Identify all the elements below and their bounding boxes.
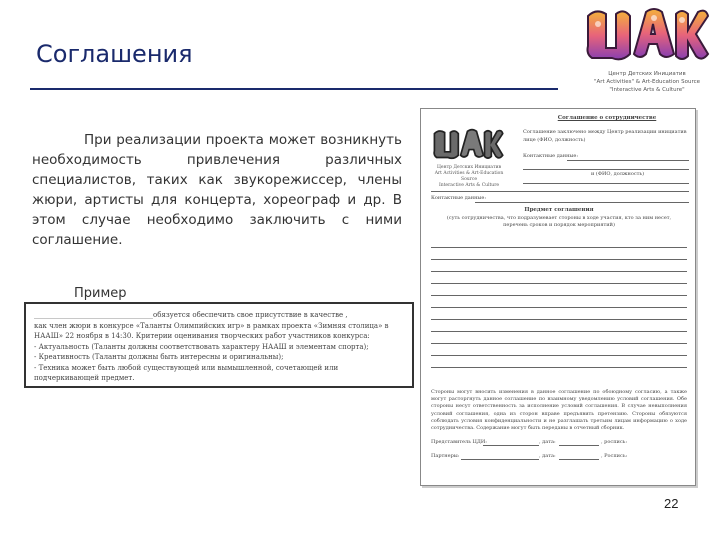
doc-rule (431, 259, 687, 260)
doc-subject-hint: перечень сроков и порядок мероприятий) (503, 222, 615, 228)
doc-rule (461, 459, 539, 460)
example-excerpt-box (24, 302, 414, 388)
doc-rule (523, 169, 689, 170)
title-underline (30, 88, 558, 90)
logo-caption-line: "Interactive Arts & Culture" (609, 87, 685, 93)
doc-logo-caption (429, 165, 509, 189)
graffiti-logo (582, 4, 712, 68)
doc-logo-caption-line: Interactive Arts & Culture (438, 183, 500, 188)
doc-rule (431, 343, 687, 344)
doc-closing-paragraph: Стороны могут вносить изменения в данное соглашение по обоюдному согласию, а также могут расторгнуть данное соглашение по взаимному уведомлению условий соглашения. Обе стороны несут ответственность за исполнение условий соглашения. В случае невыполнения условий соглашения, одна из сторон вправе предъявить претензию. Стороны обязуются соблюдать условия конфиденциальности и не разглашать третьим лицам информацию о ходе сотрудничества. Содержание могут быть переданы в отчетный сборник. (431, 389, 687, 432)
doc-rule (431, 307, 687, 308)
doc-party-line: лице (ФИО, должность) (523, 137, 586, 143)
doc-rule (431, 247, 687, 248)
doc-rule (431, 355, 687, 356)
example-label: Пример (74, 286, 127, 301)
page-number: 22 (664, 496, 679, 511)
doc-sign-representative: Представитель ЦДИ: (431, 439, 487, 445)
doc-subject-hint: (суть сотрудничества, что подразумевает стороны в ходе участия, кто за ним несет, (446, 215, 672, 221)
doc-subject-title: Предмет соглашения (524, 207, 594, 213)
doc-rule (431, 283, 687, 284)
excerpt-line: как член жюри в конкурсе «Таланты Олимпийских игр» в рамках проекта «Зимняя столица» в (34, 321, 389, 330)
doc-rule (431, 191, 689, 192)
doc-logo-caption-line: Центр Детских Инициатив (436, 165, 502, 170)
doc-rule (431, 331, 687, 332)
doc-rule (475, 202, 689, 203)
doc-date-label: , дата: (539, 439, 556, 445)
page-title: Соглашения (36, 40, 193, 68)
excerpt-line: - Техника может быть любой существующей или вымышленной, сочетающей или (34, 363, 339, 372)
doc-rule (559, 445, 599, 446)
logo-caption (588, 70, 706, 94)
doc-rule (523, 183, 689, 184)
doc-date-label: , дата: (539, 453, 556, 459)
graffiti-logo-small (431, 125, 505, 165)
doc-rule (431, 295, 687, 296)
doc-signature-label: , Роспись: (601, 453, 628, 459)
excerpt-line: - Актуальность (Таланты должны соответствовать характеру НААШ и элементам спорта); (34, 342, 369, 351)
doc-rule (559, 459, 599, 460)
doc-party-line: Соглашение заключено между Центр реализации инициатив (523, 129, 687, 135)
doc-rule (431, 271, 687, 272)
doc-logo-caption-line: Art Activities & Art-Education Source (434, 171, 504, 182)
doc-rule (483, 445, 539, 446)
body-paragraph: При реализации проекта может возникнуть необходимость привлечения различных специалистов, таких как звукорежиссер, члены жюри, артисты для концерта, хореограф и др. В этом случае необходимо заключить с ними соглашение. (32, 132, 402, 248)
logo-caption-line: "Art Activities" & Art-Education Source (593, 79, 701, 85)
doc-fio-label: и (ФИО, должность) (591, 171, 645, 177)
doc-sign-partners: Партнеры: (431, 453, 460, 459)
doc-rule (431, 319, 687, 320)
doc-contacts-label: Контактные данные: (523, 153, 579, 159)
logo-caption-line: Центр Детских Инициатив (608, 71, 686, 77)
doc-signature-label: , роспись: (601, 439, 628, 445)
excerpt-line: НААШ» 22 ноября в 14:30. Критерии оценивания творческих работ участников конкурса: (34, 332, 370, 340)
doc-contacts-label-2: Контактные данные: (431, 195, 487, 201)
excerpt-line: подчеркивающей предмет. (34, 374, 135, 382)
doc-rule (431, 367, 687, 368)
doc-header: Соглашение о сотрудничестве (557, 115, 657, 121)
doc-rule (567, 160, 689, 161)
excerpt-line: - Креативность (Таланты должны быть интересны и оригинальны); (34, 353, 284, 361)
excerpt-line: __________________________________обязуется обеспечить свое присутствие в качестве , (34, 311, 348, 319)
agreement-document-thumbnail (420, 108, 696, 486)
